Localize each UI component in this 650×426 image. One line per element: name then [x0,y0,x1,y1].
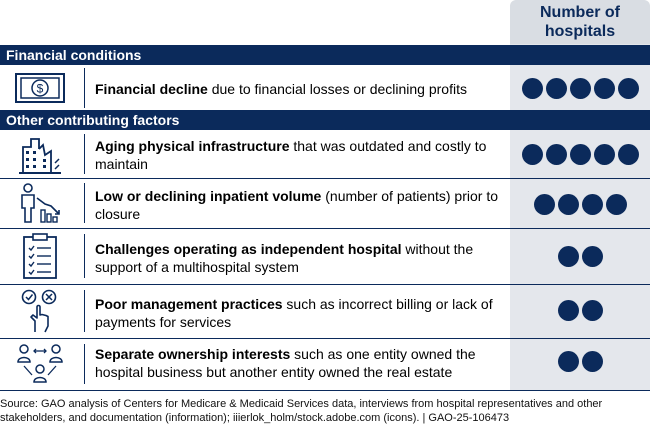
factor-detail: such as one entity owned the hospital business but another entity owned the real estate [95,346,476,380]
section-other-contributing-factors: Other contributing factors [0,110,650,130]
section-financial-conditions: Financial conditions [0,45,650,65]
factor-title: Poor management practices [95,296,283,312]
row-divider-line [84,134,85,174]
hospital-count-dot [618,144,639,165]
row-separator [0,390,650,391]
hospital-count-dot [606,194,627,215]
hospital-count-dot [522,78,543,99]
description-inpatient-volume [95,187,500,223]
hospital-count-dot [546,78,567,99]
number-of-hospitals-header: Number of hospitals [510,0,650,44]
factor-title: Aging physical infrastructure [95,138,290,154]
hospital-count-dot [594,144,615,165]
checklist-clipboard-icon [0,229,80,283]
factor-detail: without the support of a multihospital system [95,241,474,275]
description-independent-hospital [95,240,500,276]
source-note: Source: GAO analysis of Centers for Medicare & Medicaid Services data, interviews from hospital representatives and other stakeholders, and documentation (information); iiierlok_holm/stock.adobe.com (icons). | GAO-25-106473 [0,398,603,424]
row-divider-line [84,290,85,332]
row-divider-line [84,68,85,108]
count-dots-management-practices [510,300,650,321]
hospital-count-dot [546,144,567,165]
count-dots-financial-decline [510,78,650,99]
hospital-count-dot [558,194,579,215]
hospital-count-dot [558,351,579,372]
three-people-network-icon [0,339,80,389]
count-dots-aging-infrastructure [510,144,650,165]
dollar-bill-icon [0,66,80,110]
person-declining-chart-icon [0,179,80,227]
hospital-count-dot [534,194,555,215]
hospital-count-dot [582,300,603,321]
hospital-count-dot [570,78,591,99]
hospital-count-dot [618,78,639,99]
factor-detail: due to financial losses or declining profits [207,81,467,97]
hospital-count-dot [570,144,591,165]
row-divider-line [84,183,85,223]
description-financial-decline [95,80,500,98]
check-x-hand-icon [0,285,80,337]
svg-text:$: $ [36,81,44,96]
count-dots-inpatient-volume [510,194,650,215]
factor-title: Low or declining inpatient volume [95,188,322,204]
hospital-count-dot [582,194,603,215]
factor-title: Separate ownership interests [95,346,291,362]
factor-detail: (number of patients) prior to closure [95,188,498,222]
description-management-practices [95,295,500,331]
factor-detail: that was outdated and costly to maintain [95,138,487,172]
factor-title: Challenges operating as independent hospital [95,241,402,257]
hospital-count-dot [594,78,615,99]
description-separate-ownership [95,345,500,381]
row-divider-line [84,234,85,278]
hospital-count-dot [582,246,603,267]
hospital-count-dot [558,300,579,321]
aging-building-icon [0,131,80,177]
factor-detail: such as incorrect billing or lack of payments for services [95,296,493,330]
description-aging-infrastructure [95,137,500,173]
hospital-count-dot [582,351,603,372]
row-divider-line [84,344,85,384]
factor-title: Financial decline [95,81,208,97]
count-dots-independent-hospital [510,246,650,267]
hospital-count-dot [558,246,579,267]
hospital-count-dot [522,144,543,165]
count-dots-separate-ownership [510,351,650,372]
